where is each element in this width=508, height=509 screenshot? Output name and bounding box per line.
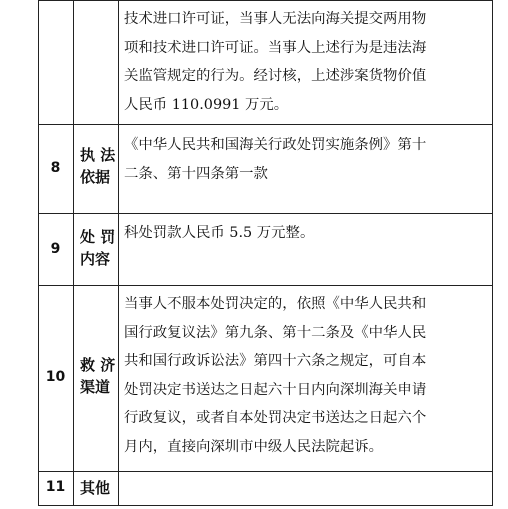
row-number: 11 — [45, 479, 66, 495]
row-divider — [38, 213, 493, 214]
content-line: 共和国行政诉讼法》第四十六条之规定，可自本 — [124, 353, 427, 369]
content-line: 项和技术进口许可证。当事人上述行为是违法海 — [124, 39, 427, 56]
row-number: 9 — [50, 241, 61, 257]
label-line: 依据 — [80, 168, 111, 186]
row-divider — [38, 285, 493, 286]
row-content — [124, 219, 484, 248]
row-divider — [38, 124, 493, 125]
row-content — [124, 290, 484, 461]
label-line: 渠道 — [80, 378, 111, 396]
content-line: 二条、第十四条第一款 — [124, 165, 268, 182]
content-line: 处罚决定书送达之日起六十日内向深圳海关申请 — [124, 381, 427, 398]
row-label — [80, 144, 120, 188]
row-divider — [38, 505, 493, 506]
content-line: 国行政复议法》第九条、第十二条及《中华人民 — [124, 324, 427, 341]
content-line: 行政复议，或者自本处罚决定书送达之日起六个 — [124, 410, 427, 426]
row-content — [124, 5, 484, 119]
content-line: 月内，直接向深圳市中级人民法院起诉。 — [124, 438, 384, 455]
row-label — [80, 477, 120, 499]
label-line: 救 济 — [80, 356, 116, 374]
content-line: 关监管规定的行为。经讨核，上述涉案货物价值 — [124, 68, 427, 84]
column-divider — [492, 0, 493, 506]
content-line: 当事人不服本处罚决定的，依照《中华人民共和 — [124, 296, 427, 312]
content-line: 人民币 110.0991 万元。 — [124, 96, 289, 113]
content-line: 技术进口许可证，当事人无法向海关提交两用物 — [124, 11, 427, 27]
label-line: 处 罚 — [80, 228, 116, 246]
row-label — [80, 354, 120, 398]
row-number: 10 — [45, 369, 66, 385]
penalty-decision-table — [38, 0, 493, 506]
label-line: 其他 — [80, 479, 111, 497]
label-line: 执 法 — [80, 146, 116, 164]
row-content — [124, 131, 484, 188]
row-divider — [38, 471, 493, 472]
content-line: 科处罚款人民币 5.5 万元整。 — [124, 225, 315, 241]
row-divider — [38, 0, 493, 1]
content-line: 《中华人民共和国海关行政处罚实施条例》第十 — [124, 137, 427, 153]
row-number: 8 — [50, 160, 61, 176]
column-divider — [73, 0, 74, 506]
label-line: 内容 — [80, 250, 111, 268]
row-label — [80, 226, 120, 270]
